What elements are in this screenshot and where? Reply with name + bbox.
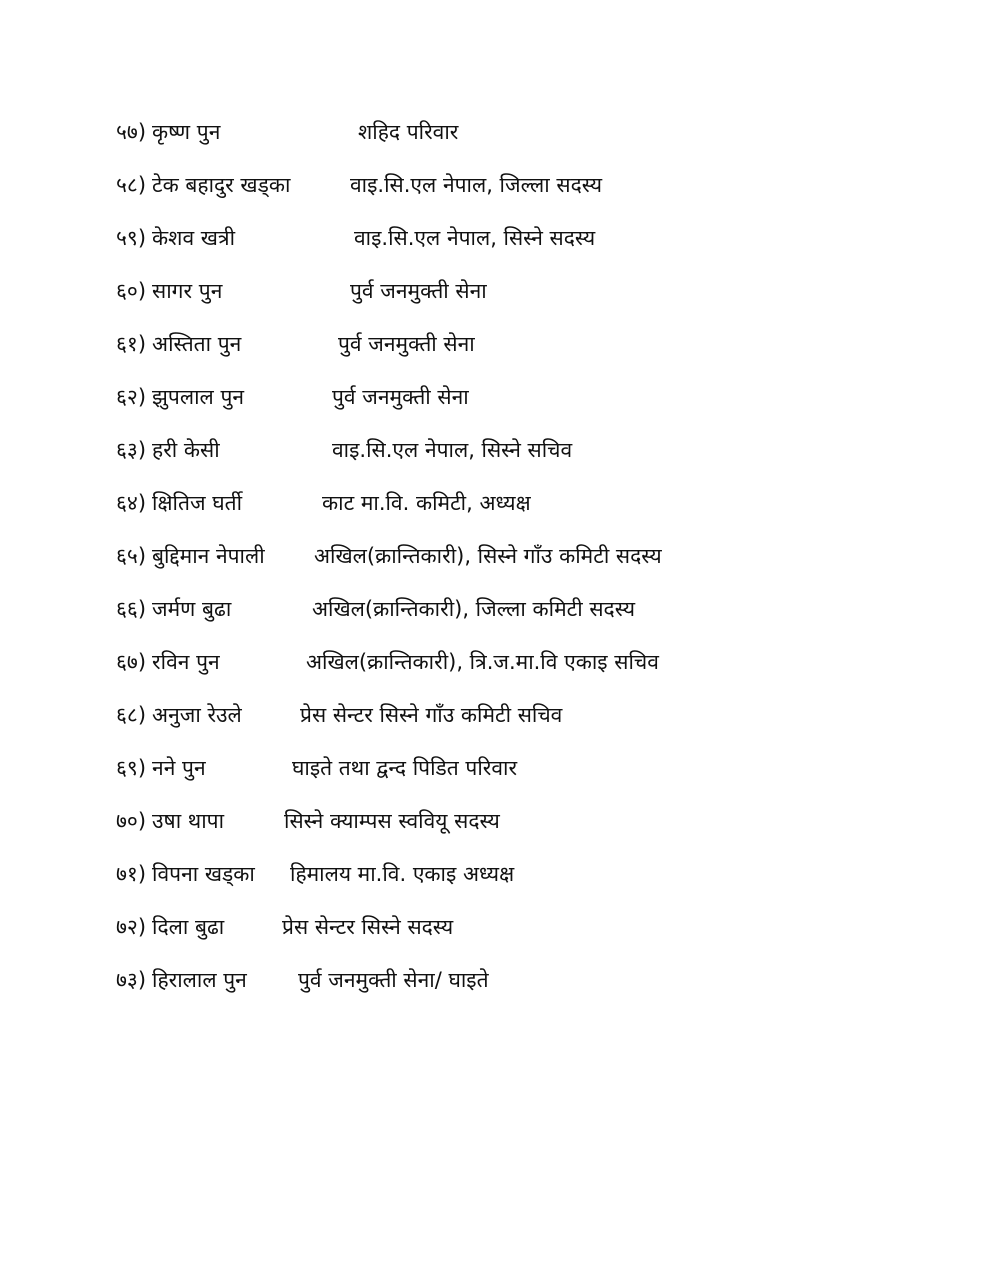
entry-name: अस्तिता पुन — [152, 332, 242, 356]
entry-name: कृष्ण पुन — [152, 120, 221, 144]
entry-name: टेक बहादुर खड्का — [152, 173, 291, 197]
list-item — [116, 218, 596, 258]
entry-role: वाइ.सि.एल नेपाल, सिस्ने सचिव — [332, 438, 573, 462]
entry-role: पुर्व जनमुक्ती सेना — [338, 332, 475, 356]
list-item — [116, 748, 518, 788]
entry-number: ६८) — [116, 703, 147, 727]
list-item — [116, 801, 500, 841]
list-item — [116, 854, 515, 894]
list-item — [116, 377, 469, 417]
entry-name: रविन पुन — [152, 650, 220, 674]
entry-role: प्रेस सेन्टर सिस्ने सदस्य — [282, 915, 454, 939]
entry-role: घाइते तथा द्वन्द पिडित परिवार — [292, 756, 518, 780]
entry-number: ७१) — [116, 862, 147, 886]
list-item — [116, 960, 489, 1000]
entry-name: बुद्दिमान नेपाली — [152, 544, 265, 568]
list-item — [116, 483, 531, 523]
entry-number: ७०) — [116, 809, 147, 833]
entry-name: सागर पुन — [152, 279, 223, 303]
list-item — [116, 112, 459, 152]
entry-number: ६२) — [116, 385, 147, 409]
entry-name: विपना खड्का — [152, 862, 255, 886]
entry-role: काट मा.वि. कमिटी, अध्यक्ष — [322, 491, 531, 515]
entry-number: ५७) — [116, 120, 147, 144]
entry-name: हरी केसी — [152, 438, 220, 462]
entry-number: ७३) — [116, 968, 147, 992]
entry-number: ५९) — [116, 226, 147, 250]
entry-name: जर्मण बुढा — [152, 597, 232, 621]
entry-role: शहिद परिवार — [358, 120, 459, 144]
list-item — [116, 271, 487, 311]
entry-number: ६७) — [116, 650, 147, 674]
list-item — [116, 589, 636, 629]
entry-number: ६४) — [116, 491, 147, 515]
entry-name: झुपलाल पुन — [152, 385, 245, 409]
list-item — [116, 430, 573, 470]
entry-number: ७२) — [116, 915, 147, 939]
entry-role: पुर्व जनमुक्ती सेना — [332, 385, 469, 409]
entry-name: क्षितिज घर्ती — [152, 491, 243, 515]
entry-name: नने पुन — [152, 756, 206, 780]
entry-number: ६०) — [116, 279, 147, 303]
entry-role: वाइ.सि.एल नेपाल, सिस्ने सदस्य — [354, 226, 596, 250]
entry-number: ६३) — [116, 438, 147, 462]
entry-number: ६९) — [116, 756, 147, 780]
entry-name: हिरालाल पुन — [152, 968, 247, 992]
list-item — [116, 165, 603, 205]
list-item — [116, 695, 563, 735]
entry-name: उषा थापा — [152, 809, 225, 833]
entry-number: ६६) — [116, 597, 147, 621]
entry-role: सिस्ने क्याम्पस स्ववियू सदस्य — [284, 809, 500, 833]
entry-role: पुर्व जनमुक्ती सेना — [350, 279, 487, 303]
entry-role: पुर्व जनमुक्ती सेना/ घाइते — [298, 968, 489, 992]
entry-number: ५८) — [116, 173, 147, 197]
entry-role: हिमालय मा.वि. एकाइ अध्यक्ष — [290, 862, 515, 886]
entry-name: अनुजा रेउले — [152, 703, 242, 727]
entry-name: केशव खत्री — [152, 226, 236, 250]
list-item — [116, 907, 454, 947]
entry-name: दिला बुढा — [152, 915, 225, 939]
entry-role: अखिल(क्रान्तिकारी), त्रि.ज.मा.वि एकाइ सचिव — [306, 650, 659, 674]
entry-number: ६१) — [116, 332, 147, 356]
entry-role: वाइ.सि.एल नेपाल, जिल्ला सदस्य — [350, 173, 603, 197]
entry-role: प्रेस सेन्टर सिस्ने गाँउ कमिटी सचिव — [300, 703, 563, 727]
list-item — [116, 642, 659, 682]
entry-role: अखिल(क्रान्तिकारी), जिल्ला कमिटी सदस्य — [312, 597, 636, 621]
entry-role: अखिल(क्रान्तिकारी), सिस्ने गाँउ कमिटी सदस्य — [314, 544, 662, 568]
list-item — [116, 536, 662, 576]
list-item — [116, 324, 475, 364]
entry-number: ६५) — [116, 544, 147, 568]
